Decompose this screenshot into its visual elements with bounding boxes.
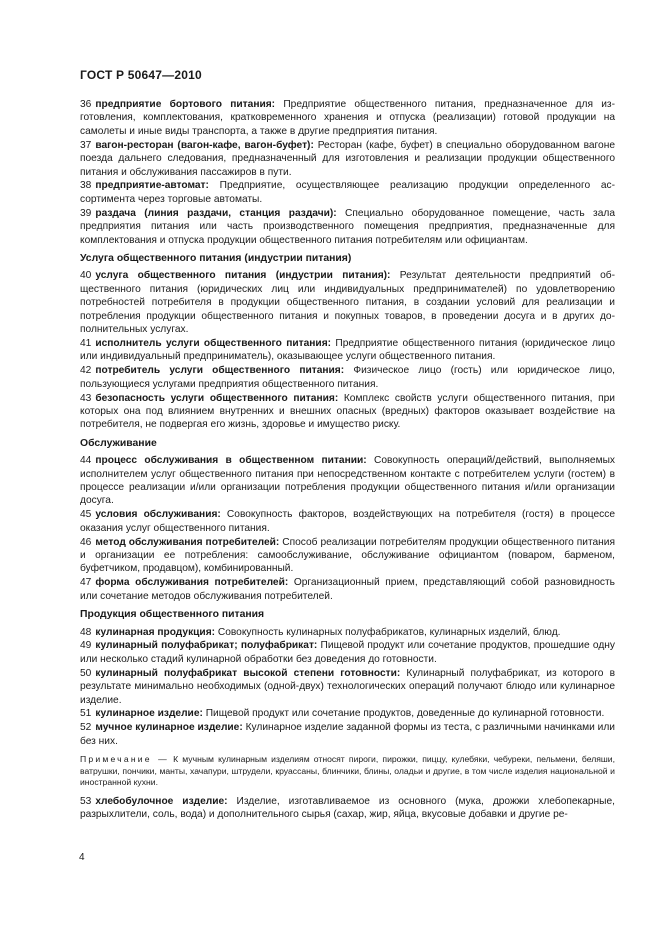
entry-term: кулинарный полуфабрикат; полуфабрикат:	[95, 640, 318, 652]
entry-number: 36	[80, 99, 92, 110]
term-entry	[80, 98, 615, 138]
entry-definition: Организационный прием, представляющий собой разновидность или сочетание методов обслуживания потребителей.	[80, 577, 615, 602]
entry-term: процесс обслуживания в общественном питании:	[95, 455, 367, 467]
section-heading: Обслуживание	[80, 437, 157, 449]
entry-number: 40	[80, 270, 92, 282]
entry-term: исполнитель услуги общественного питания:	[95, 337, 332, 349]
entry-term: мучное кулинарное изделие:	[95, 722, 243, 734]
entry-number: 43	[80, 392, 92, 404]
page-number: 4	[79, 852, 85, 863]
entry-definition: Кулинарное изделие заданной формы из теста, с различными начинками или без них.	[80, 722, 615, 747]
entry-term: условия обслуживания:	[95, 509, 221, 521]
entry-term: метод обслуживания потребителей:	[95, 536, 280, 548]
entry-definition: Предприятие, осуществляющее реализацию продукции определенного ассортимента через торговые автоматы.	[80, 180, 615, 205]
entry-number: 51	[80, 708, 92, 720]
term-entry	[80, 179, 615, 206]
term-entry	[80, 576, 615, 603]
note-text: К мучным кулинарным изделиям относят пироги, пирожки, пиццу, кулебяки, чебуреки, пельмени, беляши, ватрушки, пончики, манты, хачапури, штрудели, круассаны, блинчики, блины, оладьи и другие, в том числе изделия национальной и иностранной кухни.	[80, 754, 615, 788]
term-entry	[80, 269, 615, 336]
entry-definition: Совокупность факторов, воздействующих на потребителя (гостя) в процессе оказания услуг общественного питания.	[80, 509, 615, 534]
entry-number: 39	[80, 207, 92, 219]
document-body	[80, 98, 615, 822]
section-heading: Продукция общественного питания	[80, 609, 265, 621]
term-entry	[80, 454, 615, 508]
term-entry	[80, 626, 615, 639]
entry-definition: Совокупность кулинарных полуфабрикатов, кулинарных изделий, блюд.	[215, 626, 561, 638]
entry-term: раздача (линия раздачи, станция раздачи):	[95, 207, 337, 219]
entry-number: 45	[80, 509, 92, 521]
entry-definition: Предприятие общественного питания, предназначенное для изготовления, комплектования, кратковременного хранения и отпуска (реализации) готовой продукции на самолеты и иные виды транспорта, а также в другие предприятия питания.	[80, 99, 615, 137]
term-entry	[80, 139, 615, 179]
entry-number: 48	[80, 626, 92, 638]
term-entry	[80, 508, 615, 535]
term-entry	[80, 392, 615, 432]
term-entry	[80, 795, 615, 822]
note	[80, 754, 615, 789]
entry-number: 37	[80, 139, 92, 151]
term-entry	[80, 667, 615, 707]
entry-definition: Предприятие общественного питания (юридическое лицо или индивидуальный предприниматель), оказывающее услуги общественного питания.	[80, 337, 616, 363]
entry-definition: Ресторан (кафе, буфет) в специально оборудованном вагоне поезда дальнего следования, предназначенный для изготовления и реализации продукции общественного питания и обслуживания пассажиров в пути.	[80, 139, 615, 178]
term-entry	[80, 721, 615, 748]
entry-term: вагон-ресторан (вагон-кафе, вагон-буфет):	[95, 139, 314, 151]
entry-term: потребитель услуги общественного питания:	[95, 365, 345, 377]
entry-term: хлебобулочное изделие:	[95, 795, 228, 807]
entry-number: 49	[80, 640, 92, 652]
document-header: ГОСТ Р 50647—2010	[80, 68, 202, 82]
term-entry	[80, 364, 615, 391]
term-entry	[80, 207, 615, 247]
entry-number: 52	[80, 722, 92, 734]
entry-number: 53	[80, 795, 92, 807]
entry-number: 46	[80, 536, 92, 548]
entry-definition: Пищевой продукт или сочетание продуктов, прошедшие одну или несколько стадий кулинарной обработки без доведения до готовности.	[80, 640, 615, 665]
entry-term: безопасность услуги общественного питания:	[95, 392, 339, 404]
entry-definition: Физическое лицо (гость) или юридическое лицо, пользующиеся услугами предприятия общественного питания.	[80, 365, 615, 390]
entry-number: 38	[80, 180, 92, 192]
entry-term: кулинарная продукция:	[95, 626, 216, 638]
entry-definition: Специально оборудованное помещение, часть зала предприятия питания или часть производственного помещения предприятия, предназначенные для комплектования и отпуска продукции общественного питания потребителям или официантам.	[80, 207, 615, 246]
entry-number: 41	[80, 337, 92, 349]
entry-number: 47	[80, 577, 92, 589]
term-entry	[80, 536, 615, 576]
entry-number: 42	[80, 365, 92, 377]
entry-definition: Пищевой продукт или сочетание продуктов, доведенные до кулинарной готовности.	[202, 708, 605, 720]
entry-term: предприятие бортового питания:	[95, 99, 276, 110]
entry-term: кулинарный полуфабрикат высокой степени готовности:	[95, 667, 401, 679]
entry-definition: Результат деятельности предприятий общественного питания (юридических лиц или индивидуальных предпринимателей) по удовлетворению потребностей потребителя в продукции общественного питания, в создании условий для реализации и потребления продукции общественного питания и покупных товаров, в проведении досуга и в других дополнительных услугах.	[80, 270, 615, 335]
entry-term: услуга общественного питания (индустрии питания):	[95, 270, 391, 282]
term-entry	[80, 707, 615, 720]
entry-definition: Кулинарный полуфабрикат, из которого в результате минимально необходимых (одной-двух) технологических операций получают блюдо или кулинарное изделие.	[80, 667, 615, 706]
entry-definition: Комплекс свойств услуги общественного питания, при которых она под влиянием внутренних и внешних опасных (вредных) факторов оказывает воздействие на потребителя, не подвергая его жизнь, здоровье и имущество риску.	[80, 392, 615, 431]
term-entry	[80, 639, 615, 666]
entry-definition: Совокупность операций/действий, выполняемых исполнителем услуг общественного питания при непосредственном контакте с потребителем услуги (гостем) в процессе реализации и/или организации потребления продукции общественного питания и/или организации досуга.	[80, 455, 615, 507]
entry-definition: Изделие, изготавливаемое из основного (мука, дрожжи хлебопекарные, разрыхлители, соль, вода) и дополнительного сырья (сахар, жир, яйца, вкусовые добавки и другие ре-	[80, 795, 615, 821]
section-heading: Услуга общественного питания (индустрии питания)	[80, 252, 352, 264]
entry-term: форма обслуживания потребителей:	[95, 577, 289, 589]
note-label: Примечание —	[80, 754, 169, 765]
entry-term: предприятие-автомат:	[95, 180, 209, 192]
entry-term: кулинарное изделие:	[95, 708, 203, 720]
term-entry	[80, 337, 615, 364]
entry-definition: Способ реализации потребителям продукции общественного питания и организации ее потребления: самообслуживание, обслуживание официантом (поваром, барменом, буфетчиком, продавцом), комбинированный.	[80, 536, 616, 575]
entry-number: 50	[80, 667, 92, 679]
entry-number: 44	[80, 455, 92, 467]
